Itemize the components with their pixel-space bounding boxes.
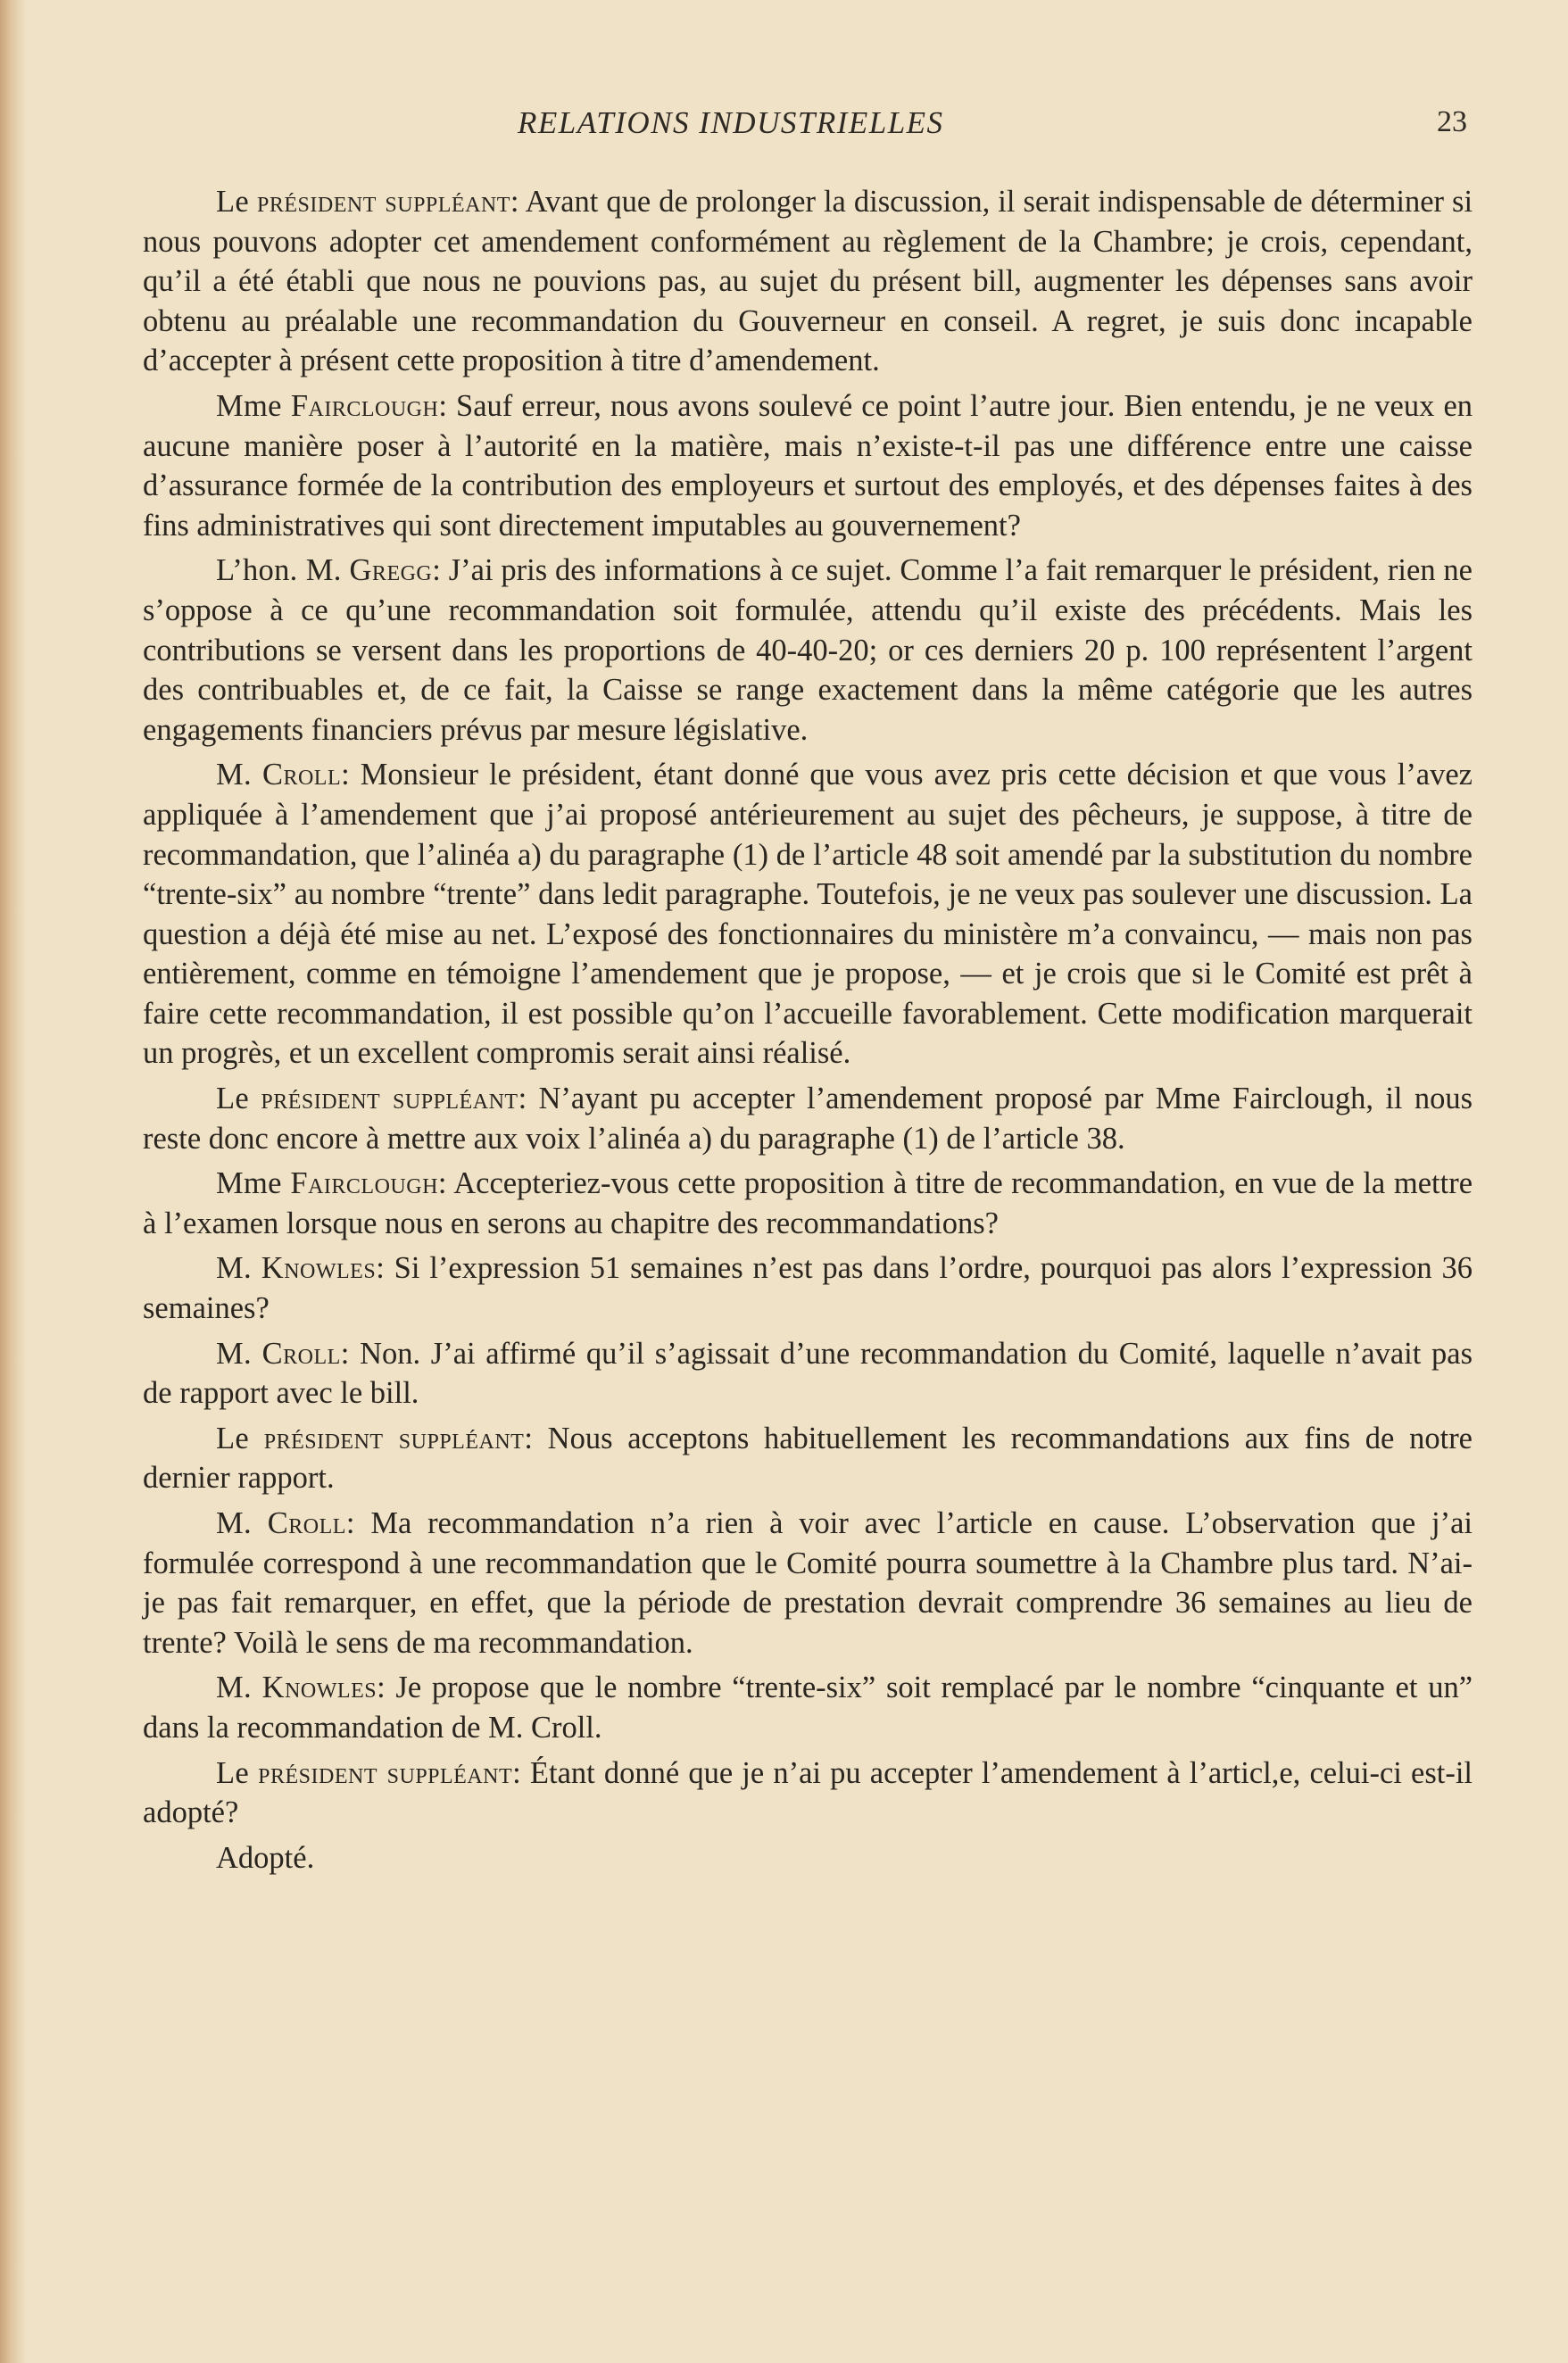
- speaker-separator: :: [345, 1506, 355, 1540]
- paragraph: [143, 1504, 1473, 1662]
- speaker-separator: :: [512, 1755, 521, 1790]
- paragraph-text: Je propose que le nombre “trente-six” soit remplacé par le nombre “cinquante et un” dans la recommandation de M. Croll.: [143, 1671, 1473, 1745]
- body-text: [143, 182, 1473, 1883]
- paragraph: [143, 1079, 1473, 1158]
- paragraph-text: Étant donné que je n’ai pu accepter l’amendement à l’articl,e, celui-ci est-il adopté?: [143, 1755, 1473, 1830]
- speaker-name: président suppléant: [258, 1755, 513, 1790]
- paragraph-text: Ma recommandation n’a rien à voir avec l’article en cause. L’observation que j’ai formulée correspond à une recommandation que le Comité pourra soumettre à la Chambre plus tard. N’ai-je pas fait remarquer, en effet, que la période de prestation devrait comprendre 36 semaines au lieu de trente? Voilà le sens de ma recommandation.: [143, 1506, 1473, 1660]
- speaker-prefix: Le: [216, 1082, 249, 1116]
- speaker-prefix: Le: [216, 185, 249, 219]
- paragraph-text: Adopté.: [216, 1840, 315, 1875]
- running-title: RELATIONS INDUSTRIELLES: [518, 105, 944, 140]
- paragraph: [143, 386, 1473, 545]
- speaker-name: président suppléant: [257, 185, 510, 219]
- paragraph: [143, 1754, 1473, 1833]
- speaker-prefix: L’hon. M.: [216, 553, 342, 588]
- speaker-prefix: Mme: [216, 388, 282, 423]
- speaker-prefix: M.: [216, 1336, 252, 1371]
- paragraph: [143, 1334, 1473, 1414]
- speaker-separator: :: [438, 388, 447, 423]
- paragraph-text: N’ayant pu accepter l’amendement proposé par Mme Fairclough, il nous reste donc encore à mettre aux voix l’alinéa a) du paragraphe (1) de l’article 38.: [143, 1082, 1473, 1156]
- paragraph: [143, 1248, 1473, 1328]
- speaker-separator: :: [518, 1082, 527, 1116]
- speaker-separator: :: [432, 553, 441, 588]
- speaker-separator: :: [437, 1166, 447, 1201]
- paragraph-text: Monsieur le président, étant donné que vous avez pris cette décision et que vous l’avez appliquée à l’amendement que j’ai proposé antérieurement au sujet des pêcheurs, je suppose, à titre de recommandation, que l’alinéa a) du paragraphe (1) de l’article 48 soit amendé par la substitution du nombre “trente-six” au nombre “trente” dans ledit paragraphe. Toutefois, je ne veux pas soulever une discussion. La question a déjà été mise au net. L’exposé des fonctionnaires du ministère m’a convaincu, — mais non pas entièrement, comme en témoigne l’amendement que je propose, — et je crois que si le Comité est prêt à faire cette recommandation, il est possible qu’on l’accueille favorablement. Cette modification marquerait un progrès, et un excellent compromis serait ainsi réalisé.: [143, 758, 1473, 1071]
- speaker-name: Gregg: [349, 553, 433, 588]
- paragraph: [143, 1164, 1473, 1243]
- paragraph: [143, 1419, 1473, 1498]
- speaker-prefix: M.: [216, 1251, 252, 1286]
- speaker-separator: :: [341, 758, 350, 792]
- speaker-prefix: M.: [216, 758, 252, 792]
- speaker-name: Croll: [267, 1506, 346, 1540]
- speaker-separator: :: [510, 185, 519, 219]
- paragraph-text: Accepteriez-vous cette proposition à titre de recommandation, en vue de la mettre à l’examen lorsque nous en serons au chapitre des recommandations?: [143, 1166, 1473, 1240]
- speaker-name: président suppléant: [261, 1082, 519, 1116]
- speaker-separator: :: [340, 1336, 350, 1371]
- speaker-name: Fairclough: [290, 388, 439, 423]
- paragraph: [143, 755, 1473, 1074]
- speaker-prefix: Le: [216, 1755, 249, 1790]
- paragraph-text: Nous acceptons habituellement les recommandations aux fins de notre dernier rapport.: [143, 1421, 1473, 1496]
- paragraph-text: Sauf erreur, nous avons soulevé ce point l’autre jour. Bien entendu, je ne veux en aucune manière poser à l’autorité en la matière, mais n’existe-t-il pas une différence entre une caisse d’assurance formée de la contribution des employeurs et surtout des employés, et des dépenses faites à des fins administratives qui sont directement imputables au gouvernement?: [143, 388, 1473, 543]
- paragraph: [143, 182, 1473, 381]
- paragraph: [143, 551, 1473, 750]
- speaker-separator: :: [524, 1421, 533, 1455]
- speaker-separator: :: [377, 1671, 386, 1705]
- paragraph-text: Avant que de prolonger la discussion, il serait indispensable de déterminer si nous pouvons adopter cet amendement conformément au règlement de la Chambre; je crois, cependant, qu’il a été établi que nous ne pouvions pas, au sujet du présent bill, augmenter les dépenses sans avoir obtenu au préalable une recommandation du Gouverneur en conseil. A regret, je suis donc incapable d’accepter à présent cette proposition à titre d’amendement.: [143, 185, 1473, 378]
- speaker-name: Knowles: [261, 1251, 377, 1286]
- page-edge-shadow: [0, 0, 27, 2363]
- speaker-prefix: M.: [216, 1506, 252, 1540]
- paragraph-text: Non. J’ai affirmé qu’il s’agissait d’une recommandation du Comité, laquelle n’avait pas de rapport avec le bill.: [143, 1336, 1473, 1411]
- speaker-prefix: M.: [216, 1671, 252, 1705]
- paragraph-text: Si l’expression 51 semaines n’est pas dans l’ordre, pourquoi pas alors l’expression 36 semaines?: [143, 1251, 1473, 1326]
- paragraph: [143, 1668, 1473, 1747]
- speaker-separator: :: [376, 1251, 385, 1286]
- speaker-name: président suppléant: [263, 1421, 525, 1455]
- speaker-name: Croll: [261, 758, 342, 792]
- closing-paragraph: [143, 1838, 1473, 1878]
- speaker-prefix: Le: [216, 1421, 249, 1455]
- speaker-name: Croll: [261, 1336, 341, 1371]
- page-number: 23: [1437, 105, 1467, 138]
- speaker-name: Fairclough: [290, 1166, 438, 1201]
- speaker-name: Knowles: [261, 1671, 377, 1705]
- page-header: [0, 105, 1568, 150]
- paragraph-text: J’ai pris des informations à ce sujet. Comme l’a fait remarquer le président, rien ne s’oppose à ce qu’une recommandation soit formulée, attendu qu’il existe des précédents. Mais les contributions se versent dans les proportions de 40-40-20; or ces derniers 20 p. 100 représentent l’argent des contribuables et, de ce fait, la Caisse se range exactement dans la même catégorie que les autres engagements financiers prévus par mesure législative.: [143, 553, 1473, 747]
- speaker-prefix: Mme: [216, 1166, 282, 1201]
